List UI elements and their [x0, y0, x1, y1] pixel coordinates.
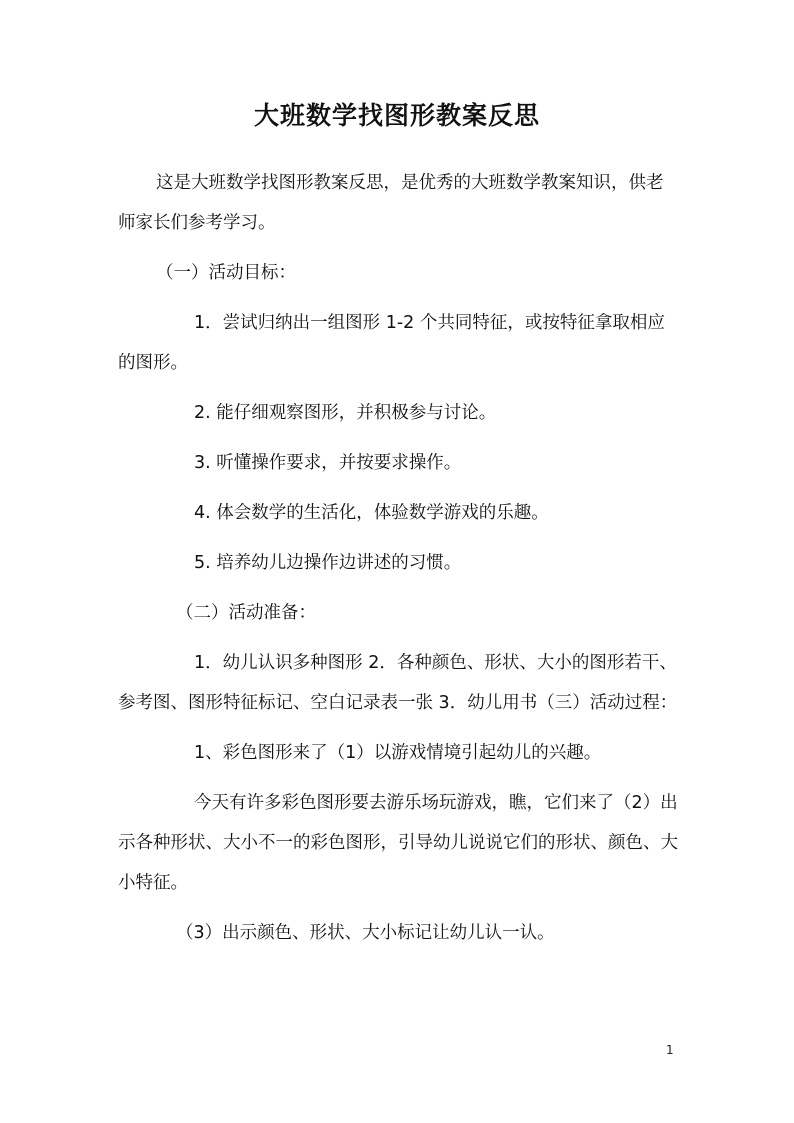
goal-item-5: 5. 培养幼儿边操作边讲述的习惯。 [194, 553, 462, 573]
process-paragraph: 今天有许多彩色图形要去游乐场玩游戏，瞧，它们来了（2）出示各种形状、大小不一的彩色图形，引导幼儿说说它们的形状、颜色、大小特征。 [118, 793, 678, 893]
process-step-1: 1、彩色图形来了（1）以游戏情境引起幼儿的兴趣。 [194, 743, 602, 763]
goal-item-1: 1．尝试归纳出一组图形 1-2 个共同特征，或按特征拿取相应的图形。 [118, 313, 665, 373]
document-body [118, 163, 678, 963]
preparation-paragraph: 1．幼儿认识多种图形 2．各种颜色、形状、大小的图形若干、参考图、图形特征标记、空白记录表一张 3．幼儿用书（三）活动过程： [118, 653, 678, 713]
page-number: 1 [666, 1043, 674, 1057]
goal-item-4: 4. 体会数学的生活化，体验数学游戏的乐趣。 [194, 503, 549, 523]
goal-item-2: 2. 能仔细观察图形，并积极参与讨论。 [194, 403, 497, 423]
process-step-3: （3）出示颜色、形状、大小标记让幼儿认一认。 [176, 923, 555, 943]
section-heading-goals: （一）活动目标： [156, 263, 296, 283]
section-heading-preparation: （二）活动准备： [176, 603, 316, 623]
intro-paragraph: 这是大班数学找图形教案反思，是优秀的大班数学教案知识，供老师家长们参考学习。 [118, 173, 664, 233]
goal-item-3: 3. 听懂操作要求，并按要求操作。 [194, 453, 462, 473]
document-title: 大班数学找图形教案反思 [253, 101, 540, 130]
